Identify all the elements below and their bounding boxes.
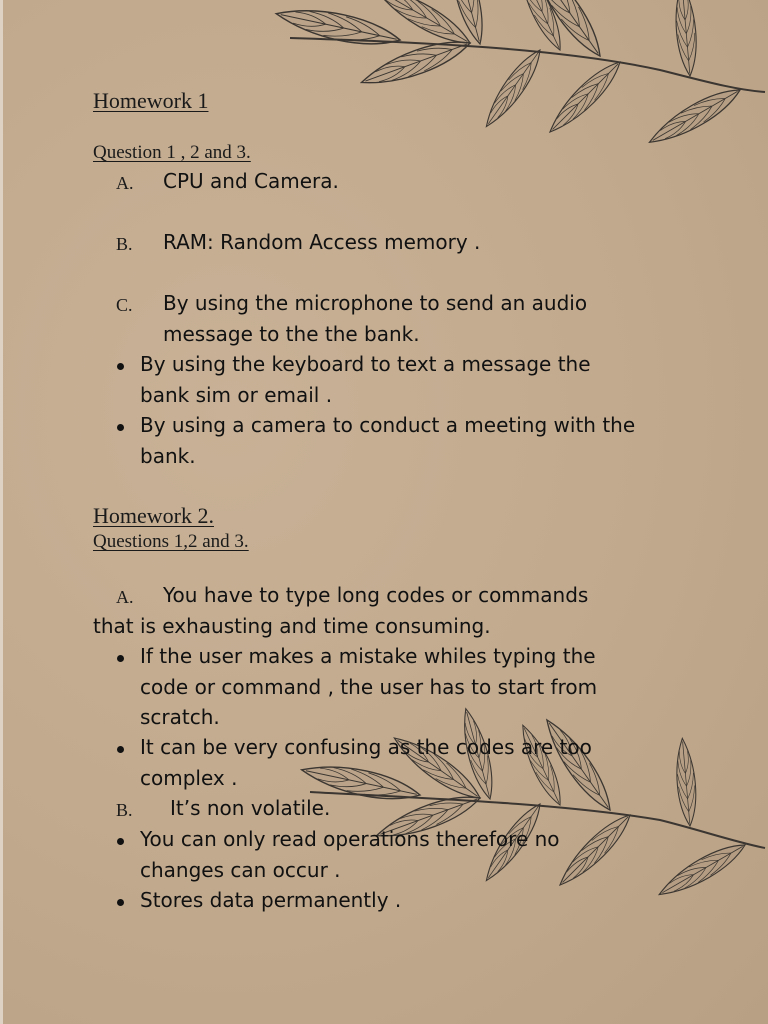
bullet-dot [117, 899, 124, 906]
homework-2-questions-label: Questions 1,2 and 3. [93, 531, 249, 552]
bullet-dot [117, 838, 124, 845]
answer-a-text: CPU and Camera. [163, 169, 339, 193]
homework-2-title: Homework 2. [93, 503, 214, 528]
answer-a-marker: A. [116, 173, 134, 193]
homework-1-title: Homework 1 [93, 88, 209, 113]
top-leaf-branch [274, 0, 765, 152]
bullet-text-line: If the user makes a mistake whiles typing the [140, 644, 596, 668]
answer-a-marker: A. [116, 587, 134, 607]
answer-b-text: RAM: Random Access memory . [163, 230, 481, 254]
bullet-text-line: changes can occur . [140, 858, 341, 882]
bullet-text-line: By using a camera to conduct a meeting with the [140, 413, 636, 437]
bullet-text-line: You can only read operations therefore no [140, 827, 560, 851]
answer-a-text: You have to type long codes or commands [163, 583, 589, 607]
answer-c-line: By using the microphone to send an audio [163, 291, 588, 315]
answer-b-text: It’s non volatile. [170, 796, 331, 820]
bullet-dot [117, 655, 124, 662]
bullet-text-line: bank. [140, 444, 196, 468]
bullet-dot [117, 424, 124, 431]
answer-b-marker: B. [116, 234, 133, 254]
bullet-dot [117, 746, 124, 753]
bullet-text-line: bank sim or email . [140, 383, 333, 407]
bullet-dot [117, 363, 124, 370]
answer-a-text: that is exhausting and time consuming. [93, 614, 491, 638]
bullet-text-line: scratch. [140, 705, 220, 729]
bullet-text-line: code or command , the user has to start from [140, 675, 598, 699]
answer-c-marker: C. [116, 295, 133, 315]
bullet-text-line: It can be very confusing as the codes are too [140, 735, 592, 759]
bullet-text-line: Stores data permanently . [140, 888, 402, 912]
homework-1-questions-label: Question 1 , 2 and 3. [93, 142, 251, 163]
answer-c-line: message to the the bank. [163, 322, 420, 346]
answer-b-marker: B. [116, 800, 133, 820]
bullet-text-line: complex . [140, 766, 238, 790]
bullet-text-line: By using the keyboard to text a message the [140, 352, 591, 376]
